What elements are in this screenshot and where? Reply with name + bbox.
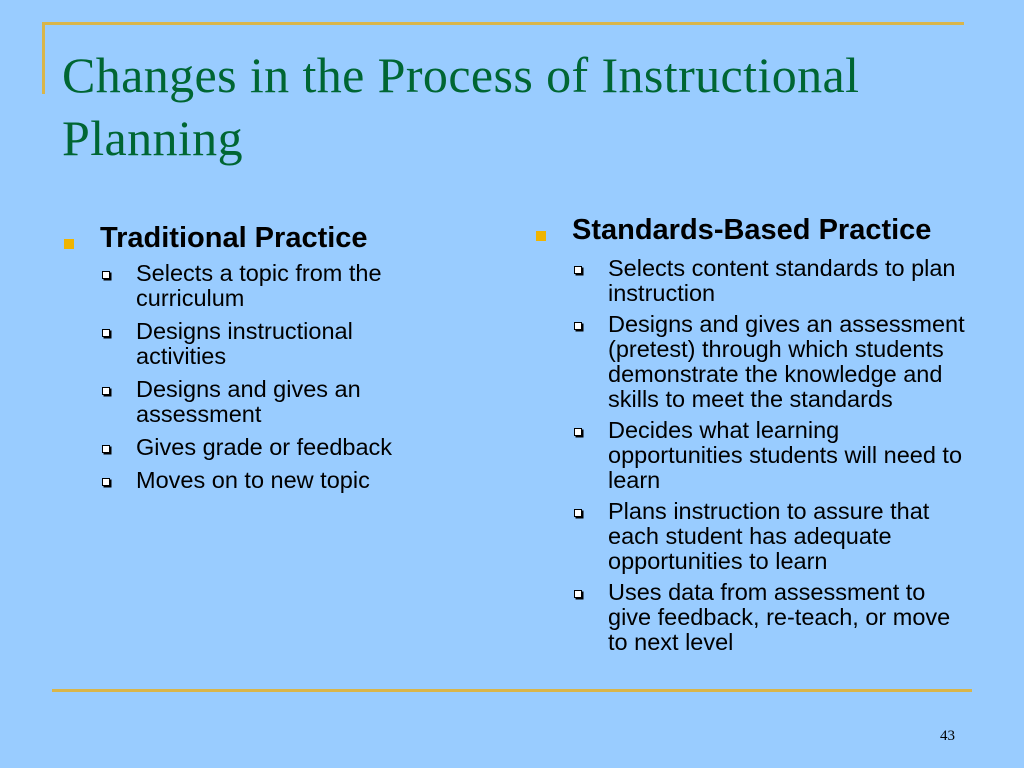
standards-based-practice-heading: Standards-Based Practice xyxy=(572,214,932,246)
list-item-text: Decides what learning opportunities students will need to learn xyxy=(608,417,963,493)
standards-based-practice-list xyxy=(534,256,974,655)
standards-based-practice-column xyxy=(534,214,974,661)
list-item xyxy=(534,580,974,655)
list-item xyxy=(62,261,442,311)
square-bullet-icon xyxy=(536,231,546,241)
bottom-rule xyxy=(52,689,972,692)
list-item-text: Selects a topic from the curriculum xyxy=(136,260,382,311)
list-item-text: Designs instructional activities xyxy=(136,318,353,369)
traditional-practice-list xyxy=(62,261,442,493)
list-item xyxy=(62,377,442,427)
hollow-square-bullet-icon xyxy=(574,266,582,274)
list-item-text: Selects content standards to plan instruction xyxy=(608,255,956,306)
hollow-square-bullet-icon xyxy=(574,509,582,517)
left-rule xyxy=(42,22,45,94)
list-item xyxy=(534,418,974,493)
list-item xyxy=(534,312,974,412)
hollow-square-bullet-icon xyxy=(574,322,582,330)
list-item-text: Moves on to new topic xyxy=(136,467,370,493)
list-item-text: Plans instruction to assure that each student has adequate opportunities to learn xyxy=(608,498,930,574)
traditional-practice-heading-item xyxy=(62,222,442,255)
list-item-text: Uses data from assessment to give feedback, re-teach, or move to next level xyxy=(608,579,951,655)
list-item-text: Gives grade or feedback xyxy=(136,434,393,460)
list-item xyxy=(534,256,974,306)
list-item-text: Designs and gives an assessment (pretest) through which students demonstrate the knowledge and skills to meet the standards xyxy=(608,311,965,412)
hollow-square-bullet-icon xyxy=(102,271,110,279)
hollow-square-bullet-icon xyxy=(102,387,110,395)
slide-title: Changes in the Process of Instructional Planning xyxy=(62,47,860,166)
hollow-square-bullet-icon xyxy=(574,428,582,436)
page-number: 43 xyxy=(940,728,955,744)
square-bullet-icon xyxy=(64,239,74,249)
traditional-practice-column xyxy=(62,222,442,501)
list-item-text: Designs and gives an assessment xyxy=(136,376,361,427)
standards-based-practice-heading-item xyxy=(534,214,974,247)
hollow-square-bullet-icon xyxy=(102,329,110,337)
list-item xyxy=(534,499,974,574)
top-rule xyxy=(42,22,964,25)
list-item xyxy=(62,435,442,460)
list-item xyxy=(62,468,442,493)
list-item xyxy=(62,319,442,369)
hollow-square-bullet-icon xyxy=(102,445,110,453)
traditional-practice-heading: Traditional Practice xyxy=(100,222,368,254)
hollow-square-bullet-icon xyxy=(102,478,110,486)
hollow-square-bullet-icon xyxy=(574,590,582,598)
